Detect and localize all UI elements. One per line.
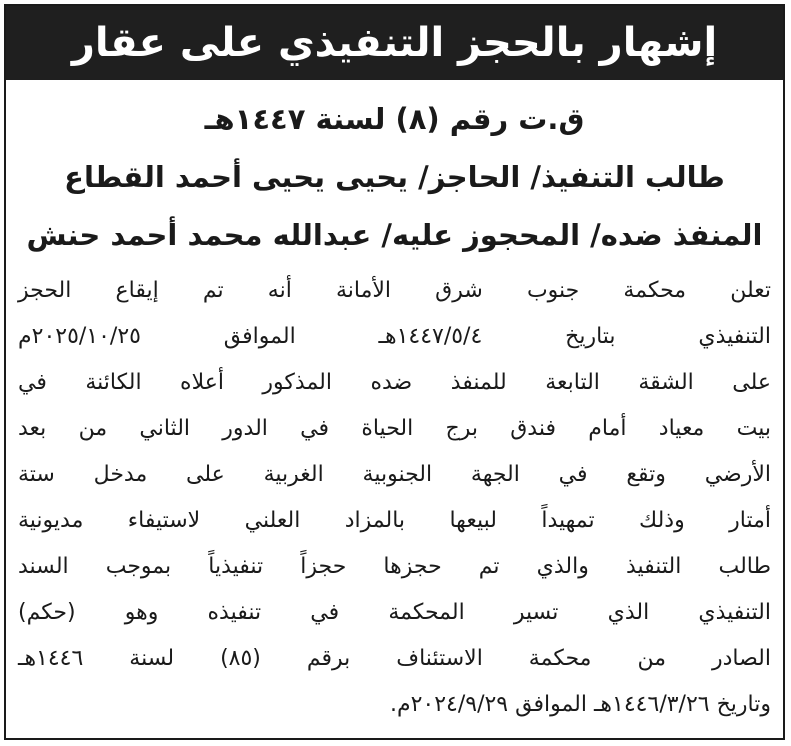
body-line: طالب التنفيذ والذي تم حجزها حجزاً تنفيذياً بموجب السند (18, 554, 771, 579)
body-line: أمتار وذلك تمهيداً لبيعها بالمزاد العلني لاستيفاء مديونية (18, 508, 771, 533)
body-line: على الشقة التابعة للمنفذ ضده المذكور أعلاه الكائنة في (18, 370, 771, 395)
applicant-line: طالب التنفيذ/ الحاجز/ يحيى يحيى أحمد القطاع (64, 160, 725, 194)
notice-title: إشهار بالحجز التنفيذي على عقار (71, 20, 718, 66)
case-header (6, 90, 783, 264)
body-line: بيت معياد أمام فندق برج الحياة في الدور الثاني من بعد (18, 416, 771, 441)
body-line: الأرضي وتقع في الجهة الجنوبية الغربية على مدخل ستة (18, 462, 771, 487)
notice-body (18, 268, 771, 728)
title-bar (6, 6, 783, 80)
body-line: التنفيذي بتاريخ ١٤٤٧/٥/٤هـ الموافق ٢٠٢٥/١٠/٢٥م (18, 324, 771, 349)
legal-notice (4, 4, 785, 740)
body-line: الصادر من محكمة الاستئناف برقم (٨٥) لسنة ١٤٤٦هـ (18, 646, 771, 671)
body-line: تعلن محكمة جنوب شرق الأمانة أنه تم إيقاع الحجز (18, 278, 771, 303)
case-number-line: ق.ت رقم (٨) لسنة ١٤٤٧هـ (204, 102, 585, 136)
body-line-last: وتاريخ ١٤٤٦/٣/٢٦هـ الموافق ٢٠٢٤/٩/٢٩م. (389, 692, 771, 717)
respondent-line: المنفذ ضده/ المحجوز عليه/ عبدالله محمد أحمد حنش (26, 218, 763, 252)
body-line: التنفيذي الذي تسير المحكمة في تنفيذه وهو (حكم) (18, 600, 771, 625)
